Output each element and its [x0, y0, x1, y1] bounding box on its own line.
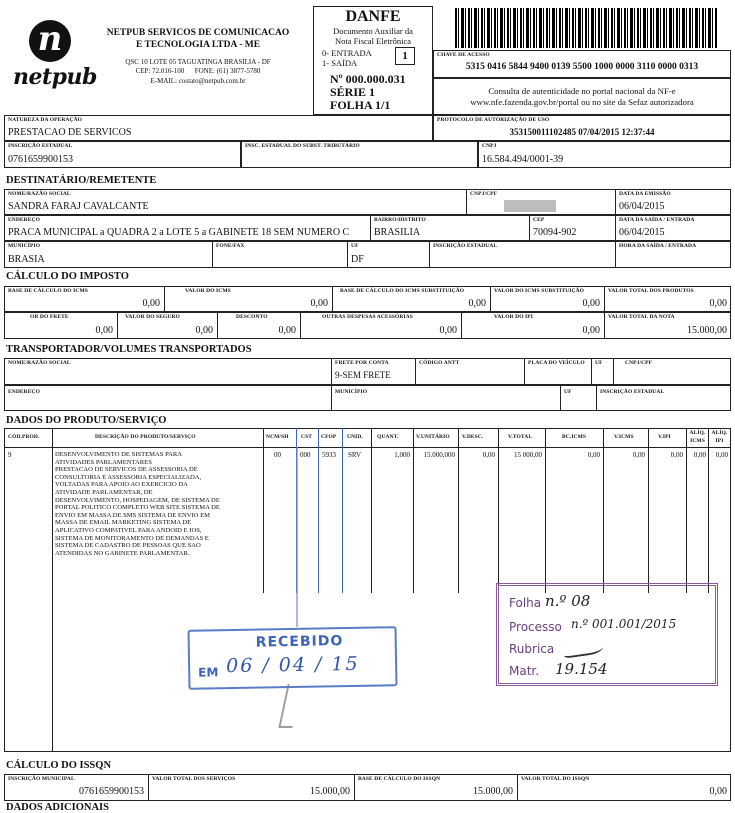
- folha-value: n.º 08: [545, 592, 591, 610]
- netpub-logo: [13, 19, 97, 104]
- dest-ie-label: INSCRIÇÃO ESTADUAL: [433, 243, 498, 249]
- recebido-date: 06 / 04 / 15: [225, 652, 360, 678]
- iss-div-1: [148, 774, 149, 801]
- dest-saida-value: 06/04/2015: [619, 227, 665, 238]
- iss-div-2: [354, 774, 355, 801]
- dest-endereco-value: PRACA MUNICIPAL a QUADRA 2 a LOTE 5 a GABINETE 18 SEM NUMERO C: [8, 227, 350, 238]
- col-div-11: [603, 428, 604, 593]
- th-aliq-ipi: ALÍQ. IPI: [711, 430, 728, 444]
- barcode: [455, 8, 717, 48]
- dest-bairro-label: BAIRRO/DISTRITO: [374, 217, 426, 223]
- danfe-subtitle-1: Documento Auxiliar da: [333, 26, 413, 36]
- iss-valor-label: VALOR TOTAL DO ISSQN: [521, 776, 590, 782]
- imp-bc-st-label: BASE DE CÁLCULO DO ICMS SUBSTITUIÇÃO: [340, 288, 465, 294]
- imp-v-icms-label: VALOR DO ICMS: [185, 288, 231, 294]
- cell-desc: [55, 451, 261, 557]
- col-div-5: [342, 428, 343, 593]
- matr-label: Matr.: [509, 664, 540, 678]
- dest-div-9: [615, 241, 616, 268]
- th-vicms: V.ICMS: [614, 434, 634, 440]
- desc-line: VOLTADAS PARA APOIO AO EXERCICIO DA: [55, 481, 188, 489]
- th-unid: UNID.: [347, 434, 363, 440]
- tr-div-5: [613, 358, 614, 385]
- tr-frete-label: FRETE POR CONTA: [335, 360, 389, 366]
- th-cod: CÓD.PROD.: [8, 434, 40, 440]
- desc-line: SISTEMA DE MONITORAMENTO DE DEMANDAS E: [55, 534, 209, 542]
- col-div-12: [648, 428, 649, 593]
- prod-header-line: [4, 447, 731, 448]
- tr-placa-label: PLACA DO VEÍCULO: [528, 360, 585, 366]
- pen-stroke: [296, 447, 298, 627]
- dest-saida-label: DATA DA SAÍDA / ENTRADA: [619, 217, 695, 223]
- iss-base-value: 15.000,00: [473, 786, 513, 797]
- th-aliq-icms: ALÍQ. ICMS: [689, 430, 706, 444]
- recebido-stamp: [187, 626, 397, 690]
- rubrica-label: Rubrica: [509, 642, 555, 656]
- cell-ncm: 00: [274, 451, 281, 459]
- imp-desconto-value: 0,00: [278, 325, 296, 336]
- cell-cod: 9: [8, 451, 12, 459]
- dest-emissao-label: DATA DA EMISSÃO: [619, 191, 671, 197]
- imp-div-4: [604, 286, 605, 312]
- imp-frete-value: 0,00: [95, 325, 113, 336]
- imp-ipi-value: 0,00: [582, 325, 600, 336]
- tr-div-6: [331, 385, 332, 411]
- cnpj-emit-label: CNPJ: [482, 143, 497, 149]
- imp-div-9: [604, 312, 605, 339]
- dest-uf-value: DF: [351, 254, 364, 265]
- col-div-6: [371, 428, 372, 593]
- protocolo-value: 353150011102485 07/04/2015 12:37:44: [509, 127, 655, 137]
- chave-label: CHAVE DE ACESSO: [437, 52, 490, 58]
- danfe-tipo: 1: [402, 50, 408, 62]
- imp-frete-label: OR DO FRETE: [30, 314, 69, 320]
- imp-outras-value: 0,00: [439, 325, 457, 336]
- imp-div-1: [164, 286, 165, 312]
- dest-div-7: [347, 241, 348, 268]
- recebido-text: RECEBIDO: [255, 633, 344, 651]
- col-div-1: [52, 428, 53, 752]
- processo-value: n.º 001.001/2015: [571, 617, 677, 631]
- imp-v-st-value: 0,00: [582, 298, 600, 309]
- emitter-cep-fone: CEP: 72.016-100 FONE: (61) 3877-5780: [135, 67, 261, 75]
- imp-ipi-label: VALOR DO IPI: [494, 314, 533, 320]
- iss-im-value: 0761659900153: [79, 786, 144, 797]
- iss-base-label: BASE DE CÁLCULO DO ISSQN: [358, 776, 441, 782]
- dest-municipio-value: BRASIA: [8, 254, 45, 265]
- emitter-name-2: E TECNOLOGIA LTDA - ME: [135, 40, 261, 50]
- ie-label: INSCRIÇÃO ESTADUAL: [8, 143, 73, 149]
- produtos-title: DADOS DO PRODUTO/SERVIÇO: [6, 415, 167, 426]
- dest-div-4: [529, 215, 530, 241]
- cell-vunit: 15.000,000: [423, 451, 455, 459]
- danfe-tipo-box: [395, 47, 415, 65]
- danfe-subtitle-2: Nota Fiscal Eletrônica: [334, 36, 411, 46]
- imp-v-st-label: VALOR DO ICMS SUBSTITUIÇÃO: [494, 288, 585, 294]
- tr-div-1: [331, 358, 332, 385]
- matr-value: 19.154: [555, 660, 608, 678]
- dest-uf-label: UF: [351, 243, 359, 249]
- imp-desconto-label: DESCONTO: [236, 314, 268, 320]
- iss-valor-value: 0,00: [709, 786, 727, 797]
- desc-line: ENVIO EM MASSA DE SMS SISTEMA DE ENVIO EM: [55, 511, 210, 519]
- processo-label: Processo: [509, 620, 562, 634]
- logo-text: netpub: [13, 64, 97, 90]
- tr-ie-label: INSCRIÇÃO ESTADUAL: [600, 389, 665, 395]
- desc-line: DESENVOLVIMENTO DE SISTEMAS PARA: [55, 451, 183, 458]
- cell-aliq-icms: 0,00: [693, 451, 706, 459]
- consulta-line-1: Consulta de autenticidade no portal nacional da NF-e: [488, 86, 676, 96]
- tr-div-2: [415, 358, 416, 385]
- tr-uf2-label: UF: [564, 389, 572, 395]
- rubrica-signature: [562, 637, 604, 658]
- chave-value: 5315 0416 5844 9400 0139 5500 1000 0000 3110 0000 0313: [465, 62, 699, 72]
- col-div-7: [413, 428, 414, 593]
- desc-line: ATIVIDADE PARLAMENTAR, DE: [55, 488, 153, 496]
- dest-fone-label: FONE/FAX: [216, 243, 245, 249]
- desc-line: MASSA DE EMAIL MARKETING SISTEMA DE: [55, 519, 192, 527]
- desc-line: APLICATIVO COMPATIVEL PARA ANDOID E IOS,: [55, 526, 202, 534]
- cnpj-emit-value: 16.584.494/0001-39: [482, 154, 564, 165]
- imp-v-icms-value: 0,00: [310, 298, 328, 309]
- cell-unid: SRV: [348, 451, 362, 459]
- dest-nome-value: SANDRA FARAJ CAVALCANTE: [8, 201, 149, 212]
- imp-seguro-label: VALOR DO SEGURO: [125, 314, 180, 320]
- imp-div-6: [217, 312, 218, 339]
- danfe-folha: FOLHA 1/1: [330, 98, 391, 112]
- desc-line: ATIVIDADES PARLAMENTARES: [55, 458, 152, 466]
- dest-hora-label: HORA DA SAÍDA / ENTRADA: [619, 243, 697, 249]
- cell-cst: 000: [300, 451, 311, 459]
- tr-div-4: [591, 358, 592, 385]
- logo-circle: [29, 20, 71, 62]
- imposto-title: CÁLCULO DO IMPOSTO: [6, 271, 129, 282]
- adicionais-title: DADOS ADICIONAIS: [6, 802, 109, 813]
- recebido-em: EM: [198, 665, 219, 680]
- natureza-label: NATUREZA DA OPERAÇÃO: [8, 117, 83, 123]
- imp-div-2: [332, 286, 333, 312]
- consulta-line-2: www.nfe.fazenda.gov.br/portal ou no site da Sefaz autorizadora: [470, 97, 694, 107]
- th-vtotal: V.TOTAL: [508, 434, 533, 440]
- tr-div-7: [560, 385, 561, 411]
- imp-div-8: [461, 312, 462, 339]
- dest-cnpj-redacted: [504, 200, 556, 212]
- tr-frete-value: 9-SEM FRETE: [335, 370, 391, 380]
- th-quant: QUANT.: [377, 434, 399, 440]
- folha-stamp: [496, 583, 718, 686]
- issqn-title: CÁLCULO DO ISSQN: [6, 760, 112, 771]
- th-bcicms: BC.ICMS: [562, 434, 587, 440]
- imp-total-prod-value: 0,00: [709, 298, 727, 309]
- tr-municipio-label: MUNICÍPIO: [335, 389, 368, 395]
- dest-div-5: [615, 215, 616, 241]
- th-cfop: CFOP: [321, 434, 337, 440]
- imp-div-7: [300, 312, 301, 339]
- th-ncm: NCM/SH: [266, 434, 289, 440]
- dest-nome-label: NOME/RAZÃO SOCIAL: [8, 191, 71, 197]
- cell-vicms: 0,00: [632, 451, 645, 459]
- cell-aliq-ipi: 0,00: [715, 451, 728, 459]
- danfe-entrada: 0- ENTRADA: [322, 48, 372, 58]
- desc-line: PORTAL POLITICO COMPLETO WEB SITE SISTEMA DE: [55, 504, 220, 512]
- dest-cnpj-label: CNPJ/CPF: [470, 191, 498, 197]
- dest-div-6: [212, 241, 213, 268]
- col-div-13: [686, 428, 687, 593]
- destinatario-title: DESTINATÁRIO/REMETENTE: [6, 175, 157, 186]
- col-div-8: [458, 428, 459, 593]
- imp-div-3: [490, 286, 491, 312]
- imp-total-prod-label: VALOR TOTAL DOS PRODUTOS: [608, 288, 694, 294]
- desc-line: ATENDIDAS NO GABINETE PARLAMENTAR.: [55, 549, 190, 557]
- imp-bc-icms-label: BASE DE CÁLCULO DO ICMS: [8, 288, 88, 294]
- danfe-serie: SÉRIE 1: [330, 85, 376, 99]
- col-div-9: [498, 428, 499, 593]
- th-vunit: V.UNITÁRIO: [416, 434, 450, 440]
- desc-line: DESENVOLVIMENTO, HOSPEDAGEM, DE SISTEMA DE: [55, 496, 220, 504]
- th-vipi: V.IPI: [658, 434, 671, 440]
- tr-cnpj-label: CNPJ/CPF: [625, 360, 653, 366]
- desc-line: SISTEMA DE CADASTRO DE PESSOAS QUE SAO: [55, 542, 201, 550]
- ie-value: 0761659900153: [8, 154, 73, 165]
- imp-bc-icms-value: 0,00: [142, 298, 160, 309]
- tr-uf-label: UF: [595, 360, 603, 366]
- cell-bcicms: 0,00: [587, 451, 600, 459]
- iss-servicos-value: 15.000,00: [310, 786, 350, 797]
- iss-servicos-label: VALOR TOTAL DOS SERVIÇOS: [152, 776, 236, 782]
- col-div-4: [318, 428, 319, 593]
- iss-div-3: [517, 774, 518, 801]
- cell-vdesc: 0,00: [482, 451, 495, 459]
- tr-div-3: [524, 358, 525, 385]
- imp-total-nota-value: 15.000,00: [687, 325, 727, 336]
- imp-div-5: [117, 312, 118, 339]
- dest-div-2: [615, 189, 616, 215]
- emitter-name-1: NETPUB SERVICOS DE COMUNICACAO: [106, 28, 290, 38]
- desc-line: CONSULTORIA E ASSESSORIA ESPECIALIZADA,: [55, 473, 202, 481]
- emitter-address: QSC 10 LOTE 05 TAGUATINGA BRASILIA - DF: [125, 58, 271, 66]
- cell-quant: 1,000: [394, 451, 410, 459]
- dest-cep-value: 70094-902: [533, 227, 577, 238]
- dest-div-8: [429, 241, 430, 268]
- dest-div-1: [466, 189, 467, 215]
- dest-bairro-value: BRASILIA: [374, 227, 421, 238]
- folha-label: Folha: [509, 596, 542, 610]
- th-vdesc: V.DESC.: [462, 434, 484, 440]
- cell-vtotal: 15 000,00: [514, 451, 542, 459]
- danfe-title: DANFE: [345, 8, 401, 25]
- cell-cfop: 5933: [322, 451, 336, 459]
- col-div-10: [545, 428, 546, 593]
- tr-antt-label: CÓDIGO ANTT: [419, 360, 460, 366]
- th-cst: CST: [301, 434, 312, 440]
- th-desc: DESCRIÇÃO DO PRODUTO/SERVIÇO: [95, 434, 196, 440]
- dest-endereco-label: ENDEREÇO: [8, 217, 40, 223]
- dest-emissao-value: 06/04/2015: [619, 201, 665, 212]
- col-div-2: [263, 428, 264, 593]
- logo-letter: n: [37, 19, 63, 59]
- protocolo-label: PROTOCOLO DE AUTORIZAÇÃO DE USO: [437, 117, 550, 123]
- dest-cep-label: CEP: [533, 217, 545, 223]
- transporte-title: TRANSPORTADOR/VOLUMES TRANSPORTADOS: [6, 344, 252, 355]
- imp-seguro-value: 0,00: [195, 325, 213, 336]
- tr-endereco-label: ENDEREÇO: [8, 389, 40, 395]
- tr-div-8: [596, 385, 597, 411]
- dest-municipio-label: MUNICÍPIO: [8, 243, 41, 249]
- emitter-email: E-MAIL: costato@netpub.com.br: [150, 77, 246, 85]
- imp-bc-st-value: 0,00: [468, 298, 486, 309]
- imp-total-nota-label: VALOR TOTAL DA NOTA: [608, 314, 675, 320]
- danfe-saida: 1- SAÍDA: [322, 58, 358, 68]
- iss-im-label: INSCRIÇÃO MUNICIPAL: [8, 776, 75, 782]
- tr-nome-label: NOME/RAZÃO SOCIAL: [8, 360, 71, 366]
- natureza-value: PRESTACAO DE SERVICOS: [8, 127, 132, 138]
- dest-div-3: [370, 215, 371, 241]
- danfe-numero: Nº 000.000.031: [330, 72, 406, 86]
- desc-line: PRESTACAO DE SERVICOS DE ASSESSORIA DE: [55, 466, 198, 474]
- iest-label: INSC. ESTADUAL DO SUBST. TRIBUTÁRIO: [245, 143, 360, 149]
- imp-outras-label: OUTRAS DESPESAS ACESSÓRIAS: [322, 314, 413, 320]
- cell-vipi: 0,00: [670, 451, 683, 459]
